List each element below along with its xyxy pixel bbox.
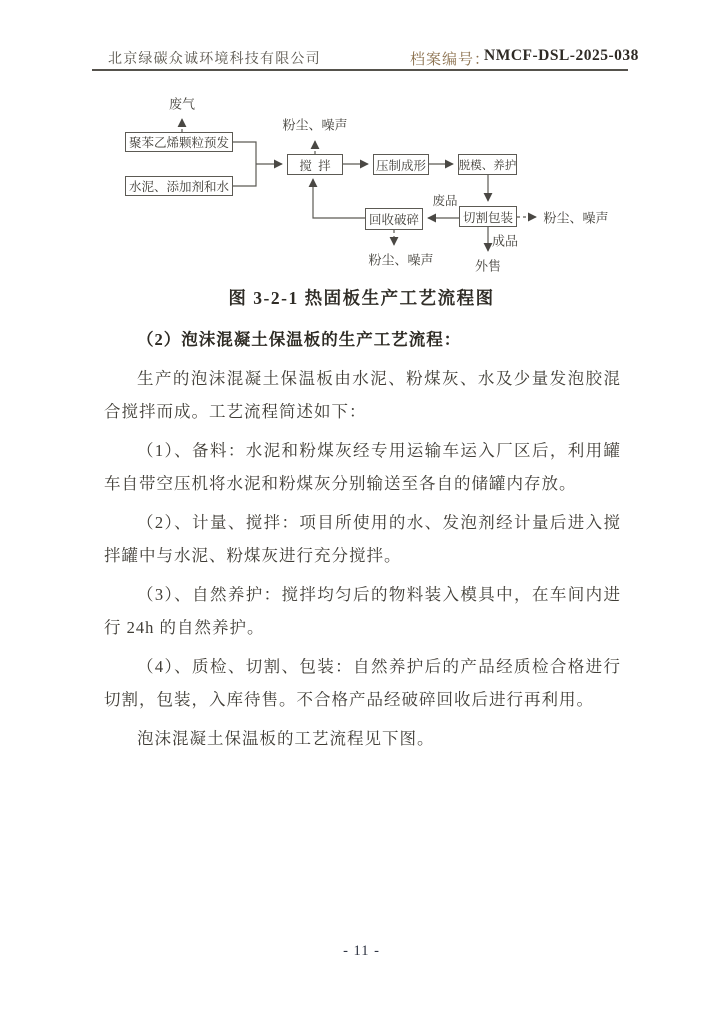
arrow-recycle-return-to-mixing <box>313 179 365 218</box>
flowchart-box-polystyrene-pre-expansion: 聚苯乙烯颗粒预发 <box>125 132 233 152</box>
paragraph-step-3-natural-curing: （3）、自然养护：搅拌均匀后的物料装入模具中，在车间内进行 24h 的自然养护。 <box>104 585 621 637</box>
paragraph-closing: 泡沫混凝土保温板的工艺流程见下图。 <box>137 729 435 748</box>
flowchart-box-cutting-packaging: 切割包装 <box>459 206 517 227</box>
process-flowchart <box>100 88 630 283</box>
flowchart-label-external-sale: 外售 <box>474 258 502 274</box>
section-heading: （2）泡沫混凝土保温板的生产工艺流程： <box>137 330 462 349</box>
company-name: 北京绿碳众诚环境科技有限公司 <box>108 52 321 67</box>
header-rule <box>92 69 628 71</box>
flowchart-box-mixing: 搅 拌 <box>287 154 343 175</box>
paragraph-step-2-metering-mixing: （2）、计量、搅拌：项目所使用的水、发泡剂经计量后进入搅拌罐中与水泥、粉煤灰进行充分搅拌。 <box>104 513 621 565</box>
connector-inputs-junction <box>233 142 256 186</box>
flowchart-label-dust-noise-crushing: 粉尘、噪声 <box>368 252 434 268</box>
flowchart-box-recycle-crushing: 回收破碎 <box>365 208 423 230</box>
flowchart-label-finished-product: 成品 <box>491 233 519 249</box>
page-number: - 11 - <box>343 943 380 959</box>
paragraph-intro: 生产的泡沫混凝土保温板由水泥、粉煤灰、水及少量发泡胶混合搅拌而成。工艺流程简述如下： <box>104 369 621 421</box>
paragraph-step-1-preparation: （1）、备料：水泥和粉煤灰经专用运输车运入厂区后，利用罐车自带空压机将水泥和粉煤灰分别输送至各自的储罐内存放。 <box>104 441 621 493</box>
flowchart-label-dust-noise-mixing: 粉尘、噪声 <box>282 117 348 133</box>
flowchart-box-cement-additives-water: 水泥、添加剂和水 <box>125 176 233 196</box>
paragraph-step-4-inspection-cutting-packing: （4）、质检、切割、包装：自然养护后的产品经质检合格进行切割，包装，入库待售。不合格产品经破碎回收后进行再利用。 <box>104 657 621 709</box>
flowchart-label-waste-gas: 废气 <box>168 96 196 112</box>
archive-number-label: 档案编号： <box>410 52 491 68</box>
flowchart-box-demold-curing: 脱模、养护 <box>458 154 517 175</box>
body-content <box>104 323 621 761</box>
figure-caption: 图 3-2-1 热固板生产工艺流程图 <box>228 288 495 308</box>
archive-number-value: NMCF-DSL-2025-038 <box>484 47 639 64</box>
flowchart-box-press-forming: 压制成形 <box>373 154 429 175</box>
flowchart-label-dust-noise-cutting: 粉尘、噪声 <box>543 210 609 226</box>
page-footer <box>0 943 723 960</box>
flowchart-label-scrap: 废品 <box>432 194 458 208</box>
